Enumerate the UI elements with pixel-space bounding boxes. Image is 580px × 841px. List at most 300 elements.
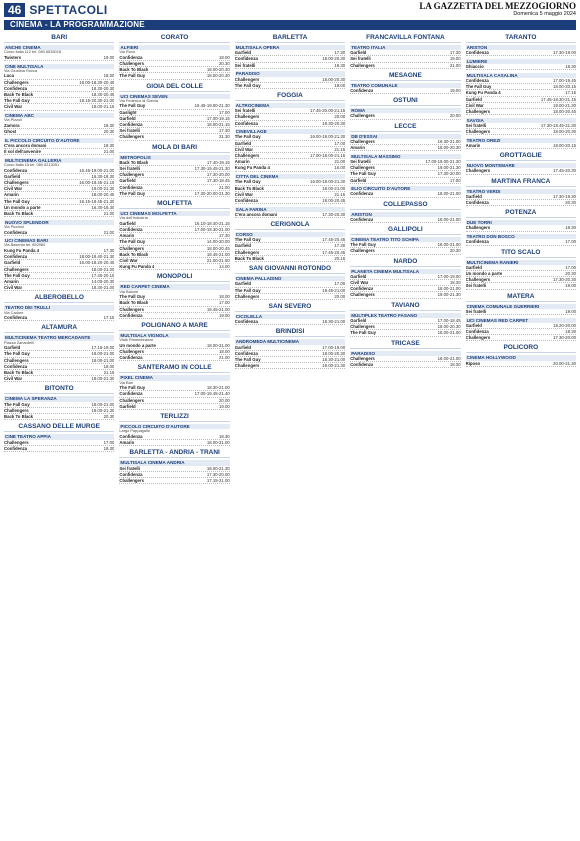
film-times: 19.00 <box>565 283 576 289</box>
cinema-name: ELIO CIRCUITO D'AUTORE <box>350 186 460 191</box>
city-heading: GROTTAGLIE <box>466 152 576 161</box>
issue-date: Domenica 5 maggio 2024 <box>513 11 576 18</box>
film-times: 17.30 <box>219 128 230 134</box>
cinema-block <box>119 211 229 270</box>
cinema-block <box>350 269 460 299</box>
film-title: Confidenza <box>350 191 374 197</box>
cinema-name: DB D'ESSAI <box>350 134 460 139</box>
film-title: Sei fratelli <box>350 158 371 164</box>
showtime-row <box>235 256 345 262</box>
film-times: 18.00-20.30 <box>437 324 461 330</box>
film-title: The Fall Guy <box>119 73 146 79</box>
film-times: 18.30 <box>103 445 115 451</box>
cinema-name: UCI CINEMAS MOLFETTA <box>119 211 229 216</box>
film-times: 19.00 <box>219 403 230 409</box>
cinema-block <box>350 154 460 184</box>
cinema-name: IL PICCOLO CIRCUITO D'AUTORE <box>4 138 114 143</box>
cinema-block <box>350 351 460 369</box>
cinema-block <box>235 129 345 171</box>
film-title: The Fall Guy <box>119 239 146 245</box>
film-title: Confidenza <box>350 361 374 367</box>
cinema-info: Corso Italia 112 tel. 080.5533018 <box>4 49 62 55</box>
cinema-block <box>235 339 345 369</box>
cinema-block <box>4 64 114 111</box>
cinema-block <box>119 424 229 446</box>
film-times: 17.00-18.00-21.15 <box>310 153 346 159</box>
film-times: 18.00-20.45 <box>206 245 230 251</box>
city-heading: OSTUNI <box>350 97 460 106</box>
film-title: The Fall Guy <box>234 356 261 362</box>
film-title: Il sol dell'avvenire <box>4 149 41 155</box>
film-title: Challengers <box>4 357 29 363</box>
showtime-row <box>119 264 229 270</box>
city-heading: CORATO <box>119 34 229 43</box>
film-times: 18.30-21.00 <box>206 385 230 391</box>
cinema-name: PIXEL CINEMA <box>119 375 229 380</box>
film-times: 18.00-20.45 <box>553 109 576 115</box>
film-title: The Fall Guy <box>4 351 30 357</box>
film-times: 17.00 <box>449 177 461 183</box>
film-times: 18.20-20.00 <box>553 322 576 328</box>
showtime-row <box>119 478 229 484</box>
city-heading: SANTERAMO IN COLLE <box>119 364 229 373</box>
listing-column <box>4 33 114 835</box>
film-times: 21.00 <box>449 62 461 68</box>
film-title: Challengers <box>234 293 260 299</box>
film-title: Back To Black <box>4 370 34 376</box>
film-title: Confidenza <box>119 433 143 439</box>
cinema-name: DUE TORRI <box>466 220 576 225</box>
film-times: 16.00-18.45-21.15 <box>79 180 115 186</box>
showtime-row <box>4 149 114 155</box>
film-times: 17.30-18.45 <box>206 178 230 184</box>
film-title: Civil War <box>4 186 23 192</box>
cinema-info: Via Giustina Rocca <box>4 67 38 73</box>
showtime-row <box>4 55 114 61</box>
film-times: 20.00-21.30 <box>553 360 576 366</box>
film-times: 18.00-20.30 <box>322 56 346 62</box>
cinema-block <box>235 103 345 127</box>
film-title: Challengers <box>350 248 375 254</box>
city-heading: BARI <box>4 34 114 43</box>
film-title: Garfield <box>465 96 482 102</box>
cinema-name: CINEMA HOLLYWOOD <box>466 355 576 360</box>
cinema-block <box>466 45 576 56</box>
film-times: 17.30-20.30 <box>322 211 346 217</box>
cinema-name: TEATRO OREZI <box>466 138 576 143</box>
cinema-info: Via Federico di Svevia <box>119 97 159 103</box>
film-times: 16.45-19.00-21.00 <box>79 167 115 173</box>
showtime-row <box>119 440 229 446</box>
film-times: 17.00-19.45-21.40 <box>194 391 230 397</box>
film-title: Sei fratelli <box>465 122 487 128</box>
film-times: 16.00-19.00-21.30 <box>310 179 346 185</box>
film-title: Challengers <box>4 79 29 85</box>
film-times: 14.00-20.30 <box>91 279 115 285</box>
cinema-name: CITTA DEL CINEMA <box>235 174 345 179</box>
film-times: 19.00-21.30 <box>437 165 461 171</box>
cinema-block <box>235 232 345 262</box>
cinema-info: Via Cadore <box>4 309 24 315</box>
cinema-block <box>466 118 576 136</box>
film-times: 17.00 <box>565 239 576 245</box>
film-times: 21.00 <box>334 159 346 165</box>
city-heading: FOGGIA <box>235 92 345 101</box>
film-times: 18.30-21.00 <box>322 356 346 362</box>
showtime-row <box>235 363 345 369</box>
showtime-row <box>119 404 229 410</box>
showtime-row <box>466 239 576 245</box>
cinema-block <box>4 238 114 291</box>
city-heading: SAN GIOVANNI ROTONDO <box>235 265 345 274</box>
film-times: 21.00 <box>103 211 115 217</box>
film-title: Un mondo a parte <box>465 270 503 276</box>
film-title: Garfield <box>119 403 136 409</box>
cinema-block <box>4 45 114 61</box>
film-times: 17.00 <box>334 140 346 146</box>
film-times: 16.00-18.20-20.45 <box>79 260 115 266</box>
cinema-block <box>119 155 229 197</box>
film-times: 21.00-21.50 <box>206 258 230 264</box>
showtime-row <box>466 109 576 115</box>
film-title: Back To Black <box>119 159 149 165</box>
city-heading: GIOIA DEL COLLE <box>119 83 229 92</box>
cinema-name: CICOLELLA <box>235 314 345 319</box>
showtime-row <box>350 178 460 184</box>
film-times: 19.45-21.00 <box>322 287 346 293</box>
film-title: Confidenza <box>234 319 258 325</box>
film-times: 18.00-21.30 <box>206 465 230 471</box>
cinema-block <box>119 460 229 484</box>
film-title: Challengers <box>119 306 144 312</box>
film-times: 14.00-20.00 <box>206 239 230 245</box>
film-title: Garfield <box>465 264 482 270</box>
film-title: Confidenza <box>350 286 374 292</box>
section-title: SPETTACOLI <box>29 3 108 17</box>
showtime-row <box>350 63 460 69</box>
film-times: 14.00 <box>219 264 230 270</box>
film-times: 18.00-21.00 <box>437 286 461 292</box>
film-times: 17.00-18.45 <box>437 317 461 323</box>
film-title: Garfield <box>119 220 136 226</box>
showtime-row <box>466 200 576 206</box>
film-title: The Fall Guy <box>234 179 261 185</box>
film-title: Challengers <box>119 134 144 140</box>
film-title: Confidenza <box>4 445 28 451</box>
film-title: Amarin <box>4 279 19 285</box>
cinema-name: CINE TEATRO APPIA <box>4 434 114 439</box>
film-title: Twisters <box>4 54 22 60</box>
city-heading: LECCE <box>350 123 460 132</box>
cinema-block <box>235 174 345 204</box>
cinema-name: PARADISO <box>350 351 460 356</box>
film-title: Challengers <box>119 397 144 403</box>
film-title: The Fall Guy <box>350 171 376 177</box>
film-title: Amarin <box>350 145 365 151</box>
film-times: 20.30 <box>565 270 576 276</box>
film-title: Kung Fu Panda 4 <box>465 90 501 96</box>
film-title: Garfield <box>234 50 252 56</box>
film-times: 17.30-19.00 <box>553 50 576 56</box>
film-times: 17.15-21.00 <box>206 477 230 483</box>
cinema-block <box>466 189 576 207</box>
showtime-row <box>235 198 345 204</box>
showtime-row <box>466 361 576 367</box>
film-title: Confidenza <box>119 184 143 190</box>
film-times: 20.15 <box>334 255 346 261</box>
listing-column <box>466 33 576 835</box>
film-title: Challengers <box>350 62 375 68</box>
cinema-name: PLANETA CINEMA MULTISALA <box>350 269 460 274</box>
city-heading: TAVIANO <box>350 302 460 311</box>
showtime-row <box>466 335 576 341</box>
cinema-block <box>350 212 460 223</box>
listings-grid <box>4 33 576 835</box>
film-title: Confidenza <box>4 85 28 91</box>
film-title: Challengers <box>465 335 491 341</box>
film-title: Garfield <box>350 50 367 56</box>
cinema-block <box>350 83 460 94</box>
city-heading: TRICASE <box>350 340 460 349</box>
film-title: Garfield <box>234 281 252 287</box>
film-times: 17.30-20.30 <box>553 277 576 283</box>
film-title: Confidenza <box>465 78 489 84</box>
cinema-name: TEATRO ITALIA <box>350 45 460 50</box>
cinema-block <box>235 207 345 218</box>
film-times: 21.30 <box>219 134 230 140</box>
film-times: 19.00 <box>103 54 115 60</box>
film-title: Sei fratelli <box>119 128 140 134</box>
film-times: 18.00 <box>219 349 230 355</box>
showtime-row <box>119 313 229 319</box>
city-heading: TITO SCALO <box>466 249 576 258</box>
film-times: 17.30 <box>219 233 230 239</box>
film-title: Back To Black <box>119 67 149 73</box>
city-heading: MOLFETTA <box>119 200 229 209</box>
showtime-row <box>119 355 229 361</box>
cinema-name: CINEMA COMUNALE GUERRIERI <box>466 304 576 309</box>
city-heading: BRINDISI <box>235 328 345 337</box>
showtime-row <box>350 248 460 254</box>
film-title: Confidenza <box>119 312 143 318</box>
film-times: 20.30 <box>103 129 115 135</box>
city-heading: CASSANO DELLE MURGE <box>4 423 114 432</box>
showtime-row <box>350 145 460 151</box>
showtime-row <box>119 73 229 79</box>
film-title: The Fall Guy <box>4 98 30 104</box>
film-title: Challengers <box>350 292 375 298</box>
film-times: 18.00 <box>103 73 115 79</box>
film-times: 18.00-21.00 <box>91 357 115 363</box>
city-heading: MATERA <box>466 293 576 302</box>
film-title: Civil War <box>119 258 138 264</box>
film-title: Garfield <box>350 177 367 183</box>
film-title: The Fall Guy <box>119 103 146 109</box>
film-title: Back To Black <box>234 185 264 191</box>
film-title: Challengers <box>119 172 144 178</box>
film-title: Confidenza <box>119 54 143 60</box>
film-times: 19.00 <box>565 308 576 314</box>
film-title: C'era ancora domani <box>4 142 47 148</box>
cinema-block <box>4 113 114 135</box>
film-title: Amarin <box>234 159 250 165</box>
cinema-block <box>466 234 576 245</box>
cinema-name: MULTICINEMA TEATRO MERCADANTE <box>4 335 114 340</box>
page-number: 46 <box>4 3 25 17</box>
cinema-block <box>350 45 460 69</box>
film-title: Amarin <box>465 143 481 149</box>
city-heading: MARTINA FRANCA <box>466 178 576 187</box>
film-title: Confidenza <box>4 167 28 173</box>
cinema-info: Via Basento tel. 892960 <box>4 242 46 248</box>
city-heading: GALLIPOLI <box>350 226 460 235</box>
cinema-block <box>119 284 229 319</box>
showtime-row <box>4 446 114 452</box>
film-title: Kung Fu Panda 4 <box>119 264 155 270</box>
film-title: Challengers <box>465 129 491 135</box>
cinema-info: Corso Italia 15 tel. 080.5213051 <box>4 162 60 168</box>
film-times: 18.00-20.30 <box>553 129 576 135</box>
film-times: 17.30-20.00 <box>206 172 230 178</box>
film-title: Kung Fu Panda 4 <box>234 165 270 171</box>
film-title: Challengers <box>350 165 375 171</box>
film-times: 20.30 <box>565 200 576 206</box>
showtime-row <box>350 217 460 223</box>
film-title: Garfield <box>4 173 21 179</box>
cinema-block <box>4 434 114 452</box>
film-times: 17.00-19.30-21.00 <box>194 227 230 233</box>
film-title: Confidenza <box>234 350 258 356</box>
cinema-name: PICCOLO CIRCUITO D'AUTORE <box>119 424 229 429</box>
city-heading: BARLETTA - ANDRIA - TRANI <box>119 449 229 458</box>
cinema-name: LUMIERE <box>466 59 576 64</box>
cinema-name: MULTISALA VIGNOLA <box>119 333 229 338</box>
cinema-name: ROMA <box>350 108 460 113</box>
cinema-name: CINE MULTISALA <box>4 64 114 69</box>
film-times: 17.45-20.30 <box>553 168 576 174</box>
cinema-block <box>466 73 576 115</box>
film-times: 18.30 <box>449 361 461 367</box>
cinema-block <box>119 375 229 410</box>
film-times: 18.00-21.00 <box>437 191 461 197</box>
film-times: 19.30 <box>334 62 346 68</box>
city-heading: COLLEPASSO <box>350 201 460 210</box>
film-times: 19.00 <box>219 312 230 318</box>
film-title: The Fall Guy <box>234 237 261 243</box>
film-times: 19.00-21.30 <box>91 186 115 192</box>
city-heading: NARDO <box>350 258 460 267</box>
film-times: 17.30 <box>449 50 461 56</box>
film-title: The Fall Guy <box>350 242 376 248</box>
film-times: 20.00 <box>449 113 461 119</box>
film-title: The Fall Guy <box>465 84 492 90</box>
film-title: Garfield <box>350 317 367 323</box>
listing-column <box>119 33 229 835</box>
cinema-name: MULTISALA CASALINA <box>466 73 576 78</box>
cinema-name: ARISTON <box>466 45 576 50</box>
cinema-block <box>235 276 345 300</box>
film-times: 18.00 <box>219 54 230 60</box>
film-title: Challengers <box>465 168 491 174</box>
film-title: Civil War <box>350 280 369 286</box>
film-times: 18.30 <box>449 280 461 286</box>
cinema-block <box>466 59 576 70</box>
film-title: Amarin <box>119 440 135 446</box>
showtime-row <box>235 294 345 300</box>
film-title: Gaslight <box>119 109 137 115</box>
cinema-block <box>4 220 114 236</box>
film-title: Garfield <box>234 344 252 350</box>
film-title: Back To Black <box>234 255 264 261</box>
cinema-info: Via dell'Industria <box>119 215 148 221</box>
cinema-name: METROPOLIS <box>119 155 229 160</box>
film-times: 17.30-20.00 <box>437 171 461 177</box>
film-times: 17.30-20.00 <box>553 335 576 341</box>
city-heading: POTENZA <box>466 209 576 218</box>
showtime-row <box>350 362 460 368</box>
film-title: Confidenza <box>119 471 143 477</box>
showtime-row <box>235 83 345 89</box>
film-title: Challengers <box>4 180 29 186</box>
film-title: Challengers <box>234 114 260 120</box>
film-times: 17.30-20.00 <box>206 471 230 477</box>
film-title: Sei fratelli <box>234 62 256 68</box>
cinema-name: SALA FARINA <box>235 207 345 212</box>
film-times: 18.00-21.00 <box>437 216 461 222</box>
film-times: 18.00-21.00 <box>437 242 461 248</box>
film-times: 20.30 <box>449 248 461 254</box>
cinema-block <box>466 355 576 366</box>
film-title: Confidenza <box>4 254 28 260</box>
film-times: 17.45-18.30-21.15 <box>540 96 576 102</box>
film-times: 18.00-20.30 <box>437 145 461 151</box>
film-title: Challengers <box>465 225 491 231</box>
cinema-block <box>350 313 460 337</box>
masthead <box>419 2 576 18</box>
film-times: 18.30 <box>103 142 115 148</box>
film-times: 18.30-21.00 <box>91 285 115 291</box>
film-times: 17.45-20.45 <box>322 249 346 255</box>
film-title: Challengers <box>234 363 260 369</box>
film-times: 20.30 <box>103 414 115 420</box>
cinema-info: Largo Pappagallo <box>119 428 150 434</box>
film-times: 18.00-21.00 <box>437 355 461 361</box>
film-title: Confidenza <box>234 120 258 126</box>
cinema-block <box>4 335 114 382</box>
film-times: 20.00 <box>334 114 346 120</box>
cinema-name: CINEMA TEATRO TITO SCHIPA <box>350 237 460 242</box>
film-times: 19.30 <box>565 225 576 231</box>
film-title: Challengers <box>234 153 260 159</box>
showtime-row <box>4 414 114 420</box>
cinema-name: RED CARPET CINEMA <box>119 284 229 289</box>
showtime-row <box>466 129 576 135</box>
cinema-block <box>119 94 229 141</box>
showtime-row <box>4 211 114 217</box>
film-times: 17.00-19.00-21.30 <box>425 158 461 164</box>
cinema-block <box>4 158 114 217</box>
city-heading: FRANCAVILLA FONTANA <box>350 34 460 43</box>
film-title: Challengers <box>4 439 29 445</box>
showtime-row <box>466 50 576 56</box>
cinema-name: ANDROMEDA MULTICINEMA <box>235 339 345 344</box>
film-title: Amarin <box>4 192 19 198</box>
film-times: 19.00 <box>449 56 461 62</box>
cinema-info: Via Bari <box>119 379 133 385</box>
film-times: 16.15-18.45-21.30 <box>79 198 115 204</box>
film-title: Back To Black <box>4 414 34 420</box>
film-times: 18.00-21.00 <box>437 330 461 336</box>
